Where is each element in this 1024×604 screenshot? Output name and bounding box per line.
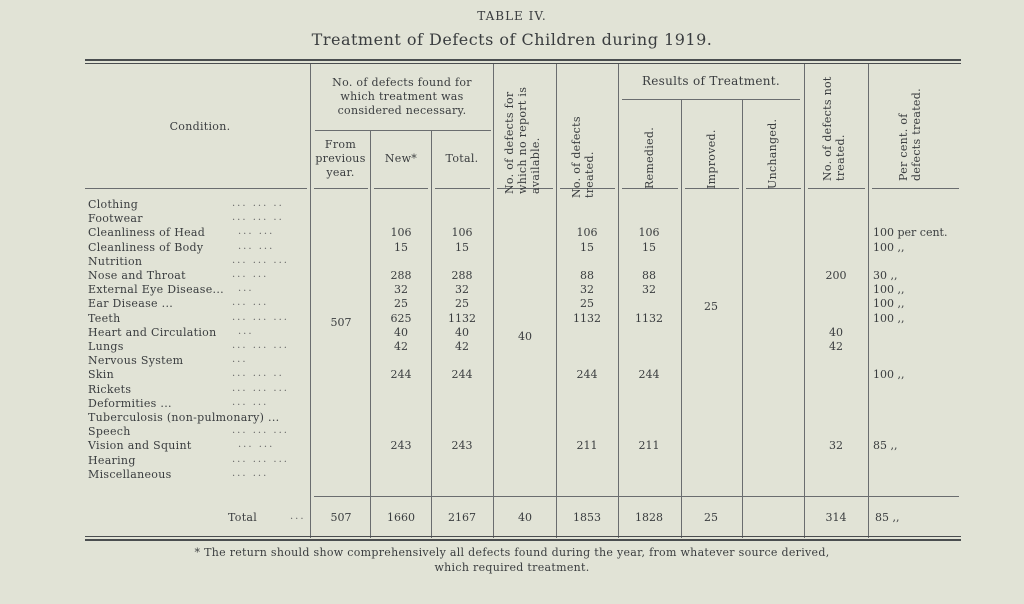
row-leader-dots: ... ... ... [232, 312, 289, 323]
header-improved: Improved. [705, 129, 718, 189]
row-condition: Cleanliness of Head [88, 226, 206, 239]
row-leader-dots: ... ... .. [232, 212, 284, 223]
cell-per-cent: 100 ,, [873, 283, 905, 296]
row-condition: Speech [88, 425, 131, 438]
improved-merged: 25 [704, 300, 718, 313]
cell-new: 42 [394, 340, 408, 353]
row-leader-dots: ... ... [238, 241, 275, 252]
row-condition: Vision and Squint [88, 439, 192, 452]
table-title: Treatment of Defects of Children during 1919. [311, 30, 713, 49]
col-divider [310, 64, 311, 538]
cell-new: 40 [394, 326, 408, 339]
row-leader-dots: ... ... ... [232, 454, 289, 465]
row-leader-dots: ... ... ... [232, 425, 289, 436]
col-divider [804, 64, 805, 538]
row-condition: Clothing [88, 198, 139, 211]
cell-remedied: 1132 [635, 312, 663, 325]
table-label: TABLE IV. [477, 9, 547, 23]
cell-per-cent: 100 ,, [873, 312, 905, 325]
cell-new: 288 [390, 269, 412, 282]
row-condition: Skin [88, 368, 115, 381]
footnote-line1: * The return should show comprehensively all defects found during the year, from whatever source derived, [194, 546, 830, 559]
totals-improved: 25 [704, 511, 718, 524]
totals-pct: 85 ,, [875, 511, 900, 524]
header-total: Total. [445, 152, 479, 165]
totals-new: 1660 [387, 511, 415, 524]
row-condition: Teeth [88, 312, 121, 325]
totals-dots: ... [290, 511, 306, 522]
header-new: New* [384, 152, 418, 165]
row-condition: Rickets [88, 383, 132, 396]
row-condition: Hearing [88, 454, 136, 467]
header-not-treated: No. of defects not treated. [821, 76, 847, 181]
row-leader-dots: ... ... [238, 439, 275, 450]
header-unchanged: Unchanged. [766, 118, 779, 189]
totals-rule [314, 496, 959, 497]
col-divider [618, 64, 619, 538]
row-leader-dots: ... [238, 283, 254, 294]
header-bottom-rule [872, 188, 959, 189]
totals-no-report: 40 [518, 511, 532, 524]
cell-new: 106 [390, 226, 412, 239]
cell-remedied: 15 [642, 241, 656, 254]
cell-total: 42 [455, 340, 469, 353]
row-condition: Heart and Circulation [88, 326, 217, 339]
cell-total: 15 [455, 241, 469, 254]
cell-new: 15 [394, 241, 408, 254]
cell-new: 625 [390, 312, 412, 325]
header-subrule [315, 130, 491, 131]
cell-per-cent: 100 ,, [873, 368, 905, 381]
cell-new: 25 [394, 297, 408, 310]
col-divider [742, 100, 743, 538]
totals-total: 2167 [448, 511, 476, 524]
cell-per-cent: 100 ,, [873, 241, 905, 254]
top-rule-thin [85, 63, 961, 64]
header-treated: No. of defects treated. [570, 116, 596, 198]
row-condition: Cleanliness of Body [88, 241, 204, 254]
cell-per-cent: 30 ,, [873, 269, 898, 282]
header-results: Results of Treatment. [641, 74, 781, 88]
header-defects-found: No. of defects found for which treatment was considered necessary. [332, 76, 472, 117]
header-from-previous: From previous year. [315, 138, 366, 179]
row-condition: Deformities ... [88, 397, 172, 410]
cell-remedied: 244 [638, 368, 660, 381]
cell-treated: 211 [576, 439, 598, 452]
header-no-report: No. of defects for which no report is available. [503, 86, 542, 194]
col-divider [868, 64, 869, 538]
row-condition: Tuberculosis (non-pulmonary) ... [88, 411, 280, 424]
row-leader-dots: ... ... ... [232, 340, 289, 351]
cell-remedied: 106 [638, 226, 660, 239]
cell-per-cent: 85 ,, [873, 439, 898, 452]
totals-from-previous: 507 [330, 511, 352, 524]
cell-total: 106 [451, 226, 473, 239]
row-condition: Lungs [88, 340, 124, 353]
col-divider [370, 130, 371, 538]
cell-total: 288 [451, 269, 473, 282]
cell-treated: 25 [580, 297, 594, 310]
row-condition: Nervous System [88, 354, 184, 367]
row-condition: Miscellaneous [88, 468, 172, 481]
cell-per-cent: 100 ,, [873, 297, 905, 310]
cell-total: 40 [455, 326, 469, 339]
cell-treated: 106 [576, 226, 598, 239]
row-condition: Nutrition [88, 255, 143, 268]
cell-total: 244 [451, 368, 473, 381]
header-per-cent: Per cent. of defects treated. [897, 88, 923, 181]
row-leader-dots: ... ... ... [232, 255, 289, 266]
cell-total: 25 [455, 297, 469, 310]
header-bottom-rule [374, 188, 428, 189]
row-condition: External Eye Disease... [88, 283, 224, 296]
cell-not-treated: 200 [825, 269, 847, 282]
col-divider [556, 64, 557, 538]
cell-treated: 15 [580, 241, 594, 254]
row-leader-dots: ... ... [232, 297, 269, 308]
row-leader-dots: ... [232, 354, 248, 365]
from-previous-merged: 507 [330, 316, 352, 329]
totals-not-treated: 314 [825, 511, 847, 524]
row-leader-dots: ... ... [238, 226, 275, 237]
cell-total: 32 [455, 283, 469, 296]
cell-not-treated: 40 [829, 326, 843, 339]
footnote-line2: which required treatment. [434, 561, 590, 574]
cell-total: 243 [451, 439, 473, 452]
cell-treated: 244 [576, 368, 598, 381]
row-leader-dots: ... ... .. [232, 368, 284, 379]
cell-remedied: 211 [638, 439, 660, 452]
row-condition: Footwear [88, 212, 143, 225]
cell-new: 244 [390, 368, 412, 381]
row-condition: Ear Disease ... [88, 297, 174, 310]
header-remedied: Remedied. [643, 126, 656, 189]
header-bottom-rule [808, 188, 865, 189]
row-condition: Nose and Throat [88, 269, 186, 282]
cell-remedied: 32 [642, 283, 656, 296]
col-divider [431, 130, 432, 538]
cell-treated: 1132 [573, 312, 601, 325]
header-bottom-rule [435, 188, 490, 189]
cell-new: 243 [390, 439, 412, 452]
cell-treated: 88 [580, 269, 594, 282]
cell-total: 1132 [448, 312, 476, 325]
cell-not-treated: 42 [829, 340, 843, 353]
totals-remedied: 1828 [635, 511, 663, 524]
col-divider [493, 64, 494, 538]
cell-treated: 32 [580, 283, 594, 296]
header-bottom-rule [314, 188, 368, 189]
no-report-merged: 40 [518, 330, 532, 343]
row-leader-dots: ... ... .. [232, 198, 284, 209]
row-leader-dots: ... [238, 326, 254, 337]
bottom-rule-thick [85, 539, 961, 541]
header-bottom-rule [85, 188, 307, 189]
top-rule [85, 59, 961, 61]
cell-per-cent: 100 per cent. [873, 226, 948, 239]
totals-treated: 1853 [573, 511, 601, 524]
bottom-rule [85, 536, 961, 537]
row-leader-dots: ... ... [232, 269, 269, 280]
header-condition: Condition. [169, 120, 231, 133]
row-leader-dots: ... ... [232, 468, 269, 479]
totals-label: Total [228, 511, 258, 524]
col-divider [681, 100, 682, 538]
row-leader-dots: ... ... ... [232, 383, 289, 394]
cell-not-treated: 32 [829, 439, 843, 452]
cell-remedied: 88 [642, 269, 656, 282]
cell-new: 32 [394, 283, 408, 296]
row-leader-dots: ... ... [232, 397, 269, 408]
